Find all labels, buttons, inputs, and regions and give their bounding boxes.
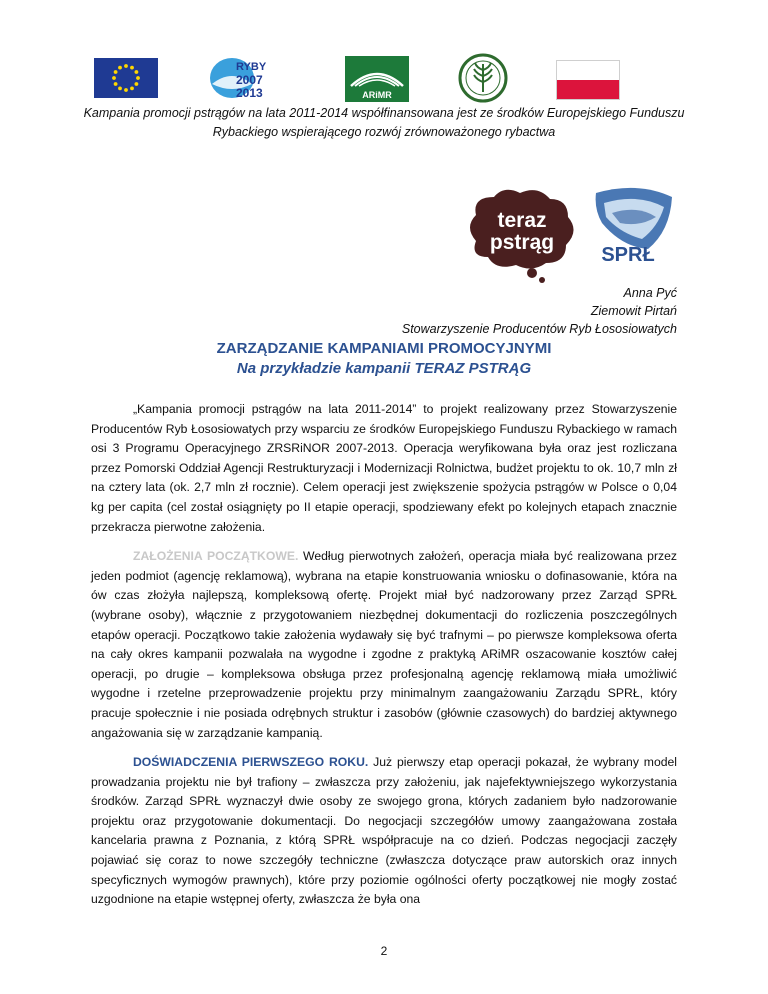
teraz-text: teraz: [497, 209, 547, 232]
document-title: [0, 339, 768, 379]
header-logos: [0, 54, 768, 104]
page-number: 2: [380, 944, 388, 958]
funding-tagline-line1: Kampania promocji pstrągów na lata 2011-2014 współfinansowana jest ze środków Europejskiego Funduszu: [83, 106, 685, 120]
brand-logos: [462, 183, 676, 283]
paragraph: [91, 547, 677, 743]
section-lead: ZAŁOŻENIA POCZĄTKOWE.: [133, 549, 299, 564]
paragraph: „Kampania promocji pstrągów na lata 2011-2014” to projekt realizowany przez Stowarzyszenie Producentów Ryb Łososiowatych przy wsparciu ze środków Europejskiego Funduszu Rybackiego w ramach osi 3 Programu Operacyjnego ZRSRiNOR 2007-2013. Operacja weryfikowana była oraz jest rozliczana przez Pomorski Oddział Agencji Restrukturyzacji i Modernizacji Rolnictwa, budżet projektu to ok. 10,7 mln zł na cztery lata (ok. 2,7 mln zł rocznie). Celem operacji jest zwiększenie spożycia pstrągów w Polsce o 0,04 kg per capita (cel został osiągnięty po II etapie operacji, spodziewany efekt po kolejnych etapach znacznie przekracza pierwotne założenia.: [91, 402, 677, 534]
funding-tagline-line2: Rybackiego wspierającego rozwój zrównoważonego rybactwa: [212, 125, 556, 139]
arimr-logo: [345, 56, 409, 102]
author-name: Anna Pyć: [623, 286, 677, 300]
poland-flag-icon: [556, 60, 620, 100]
title-main: ZARZĄDZANIE KAMPANIAMI PROMOCYJNYMI: [216, 340, 552, 357]
paragraph: [91, 753, 677, 910]
sprl-logo: [596, 188, 672, 266]
eu-stars-icon: [94, 58, 158, 98]
paragraph-text: Już pierwszy etap operacji pokazał, że wybrany model prowadzania projektu nie był trafiony – zwłaszcza przy założeniu, jak najefektywniejszego wykorzystania środków. Zarząd SPRŁ wyznaczył dwie osoby ze swojego grona, których zadaniem było nadzorowanie projektu oraz przygotowanie dokumentacji. Do negocjacji szczegółów umowy zaangażowana została kancelaria prawna z Poznania, z którą SPRŁ współpracuje na co dzień. Podczas negocjacji zaczęły pojawiać się coraz to nowe szczegóły techniczne (zwłaszcza dotyczące praw autorskich oraz innych specyficznych wymogów prawnych), które przy poziomie ogólności oferty początkowej nie mogły zostać uzgodnione na etapie wstępnej oferty, zwłaszcza że była ona: [91, 755, 678, 907]
svg-text:2013: 2013: [236, 86, 263, 100]
author-name: Ziemowit Pirtań: [590, 304, 677, 318]
document-body: [91, 400, 677, 920]
ministry-seal-icon: [458, 52, 508, 104]
sprl-text: SPRŁ: [601, 244, 655, 266]
teraz-pstrag-logo: [462, 183, 676, 283]
arimr-icon: [345, 56, 409, 102]
svg-text:RYBY: RYBY: [236, 61, 267, 73]
paragraph-text: Według pierwotnych założeń, operacja miała być realizowana przez jeden podmiot (agencję reklamową), wybrana na etapie konstruowania wniosku o dofinasowanie, która na ów czas złożyła najlepszą, kompleksową ofertę. Projekt miał być nadzorowany przez Zarząd SPRŁ (wybrane osoby), włącznie z przygotowaniem niezbędnej dokumentacji do rozliczenia poszczególnych etapów operacji. Początkowo takie założenia wydawały się być trafnymi – po pierwsze kompleksowa oferta na cały okres kampanii pozwalała na wygodne i zgodne z praktyką ARiMR oszacowanie kosztów całej operacji, po drugie – kompleksowa obsługa przez profesjonalną agencję reklamową miała umożliwić wygodne i rzetelne przeprowadzenie projektu przy minimalnym zaangażowaniu Zarządu SPRŁ, który pracuje społecznie i nie posiada odrębnych struktur i zasobów (głównie czasowych) do bardziej aktywnego angażowania się w zarządzanie kampanią.: [91, 549, 677, 740]
author-organization: Stowarzyszenie Producentów Ryb Łososiowatych: [401, 322, 677, 336]
svg-text:2007: 2007: [236, 73, 263, 87]
eu-flag-icon: [94, 58, 158, 98]
svg-text:ARiMR: ARiMR: [362, 90, 392, 100]
pstrag-text: pstrąg: [489, 231, 555, 254]
po-ryby-logo: [206, 54, 268, 102]
section-lead: DOŚWIADCZENIA PIERWSZEGO ROKU.: [133, 755, 369, 770]
title-subtitle: Na przykładzie kampanii TERAZ PSTRĄG: [236, 360, 532, 377]
po-ryby-icon: [206, 54, 268, 102]
authors-block: [402, 284, 677, 338]
